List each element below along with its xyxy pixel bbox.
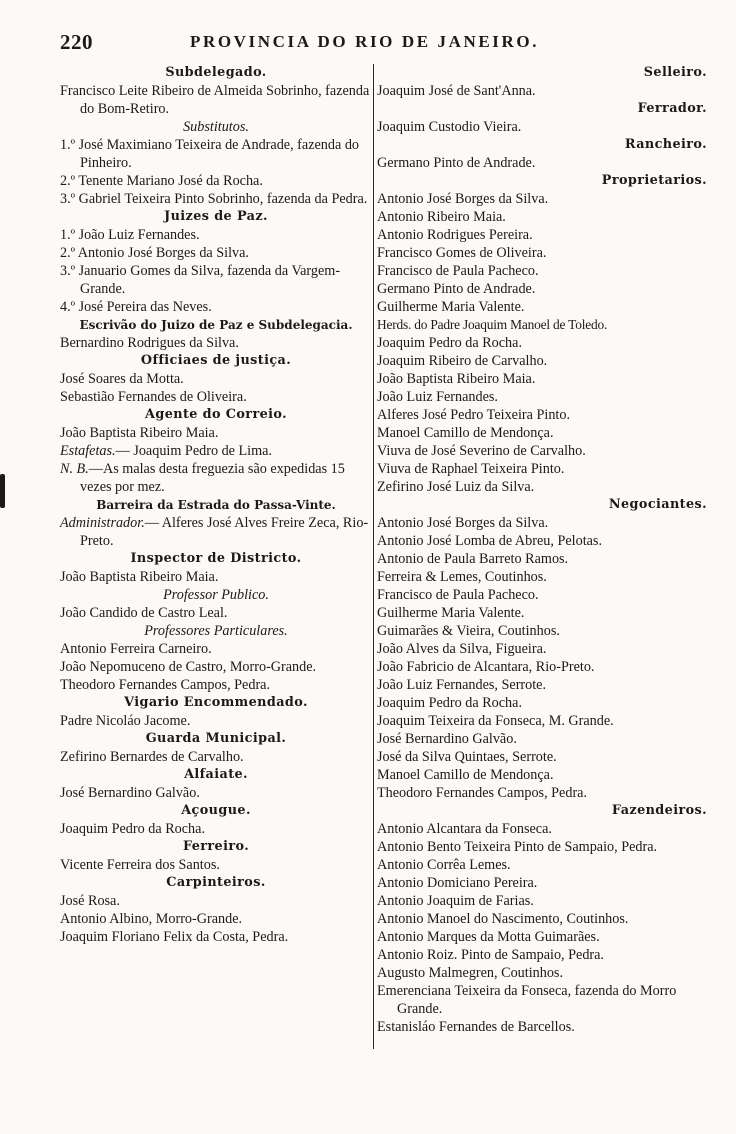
section-heading: Juizes de Paz. — [164, 209, 268, 224]
list-item: Augusto Malmegren, Coutinhos. — [377, 965, 564, 981]
section-heading: Guarda Municipal. — [145, 731, 287, 746]
right-column — [377, 64, 711, 1036]
list-item: 1.º João Luiz Fernandes. — [60, 227, 200, 243]
list-item: João Baptista Ribeiro Maia. — [60, 569, 219, 585]
page-header — [40, 30, 700, 56]
list-item: Joaquim Ribeiro de Carvalho. — [377, 353, 548, 369]
section-heading: Inspector de Districto. — [130, 551, 302, 566]
section-heading: Alfaiate. — [184, 767, 248, 782]
list-item: João Baptista Ribeiro Maia. — [60, 425, 219, 441]
list-item: Antonio Alcantara da Fonseca. — [377, 821, 552, 837]
margin-mark — [0, 474, 5, 508]
list-item: Guilherme Maria Valente. — [377, 605, 525, 621]
list-item: 3.º Gabriel Teixeira Pinto Sobrinho, fazenda da Pedra. — [60, 191, 368, 207]
list-item: 4.º José Pereira das Neves. — [60, 299, 212, 315]
list-item: João Nepomuceno de Castro, Morro-Grande. — [60, 659, 317, 675]
list-item: Vicente Ferreira dos Santos. — [60, 857, 220, 873]
list-item: 2.º Tenente Mariano José da Rocha. — [60, 173, 263, 189]
list-item: Estanisláo Fernandes de Barcellos. — [377, 1019, 575, 1035]
list-item: Manoel Camillo de Mendonça. — [377, 767, 554, 783]
list-item: Antonio Manoel do Nascimento, Coutinhos. — [377, 911, 629, 927]
section-heading: Officiaes de justiça. — [140, 353, 292, 368]
section-heading: Barreira da Estrada do Passa-Vinte. — [96, 498, 336, 512]
list-item: Joaquim José de Sant'Anna. — [377, 83, 536, 99]
list-item: Francisco de Paula Pacheco. — [377, 587, 539, 603]
list-item: Joaquim Pedro da Rocha. — [377, 695, 522, 711]
section-heading: Rancheiro. — [624, 137, 707, 152]
section-heading: Professor Publico. — [163, 587, 269, 603]
section-heading: Proprietarios. — [601, 173, 707, 188]
column-divider — [373, 64, 374, 1049]
list-item: João Luiz Fernandes. — [377, 389, 498, 405]
list-item: Francisco Leite Ribeiro de Almeida Sobrinho, fazenda do Bom-Retiro. — [60, 83, 370, 117]
estafetas-text: — Joaquim Pedro de Lima. — [115, 443, 273, 459]
left-column — [60, 64, 372, 946]
list-item: Joaquim Pedro da Rocha. — [60, 821, 205, 837]
section-heading: Ferreiro. — [182, 839, 250, 854]
list-item: Antonio Albino, Morro-Grande. — [60, 911, 243, 927]
section-heading: Vigario Encommendado. — [124, 695, 308, 710]
section-heading: Escrivão do Juizo de Paz e Subdelegacia. — [79, 318, 353, 332]
list-item: João Alves da Silva, Figueira. — [377, 641, 547, 657]
list-item: João Luiz Fernandes, Serrote. — [377, 677, 547, 693]
section-heading: Fazendeiros. — [611, 803, 707, 818]
list-item: Antonio Roiz. Pinto de Sampaio, Pedra. — [377, 947, 604, 963]
section-heading: Subdelegado. — [165, 65, 267, 80]
list-item: Antonio Ferreira Carneiro. — [60, 641, 212, 657]
list-item: Antonio Domiciano Pereira. — [377, 875, 538, 891]
list-item: Zefirino José Luiz da Silva. — [377, 479, 535, 495]
page-number: 220 — [60, 30, 93, 54]
list-item: Joaquim Custodio Vieira. — [377, 119, 522, 135]
list-item: Francisco Gomes de Oliveira. — [377, 245, 547, 261]
list-item: José Bernardino Galvão. — [60, 785, 200, 801]
list-item: 1.º José Maximiano Teixeira de Andrade, fazenda do Pinheiro. — [60, 137, 360, 171]
running-title: PROVINCIA DO RIO DE JANEIRO. — [190, 32, 540, 51]
list-item: Viuva de José Severino de Carvalho. — [377, 443, 586, 459]
list-item: Emerenciana Teixeira da Fonseca, fazenda do Morro Grande. — [377, 983, 677, 1017]
list-item: Germano Pinto de Andrade. — [377, 155, 536, 171]
list-item: Germano Pinto de Andrade. — [377, 281, 536, 297]
list-item: Padre Nicoláo Jacome. — [60, 713, 191, 729]
administrador-text: — Alferes José Alves Freire Zeca, Rio-Preto. — [80, 515, 369, 549]
list-item: Antonio Corrêa Lemes. — [377, 857, 511, 873]
list-item: Guilherme Maria Valente. — [377, 299, 525, 315]
nb-label: N. B. — [60, 461, 89, 477]
list-item: Antonio Joaquim de Farias. — [377, 893, 534, 909]
list-item: Guimarães & Vieira, Coutinhos. — [377, 623, 560, 639]
section-heading: Açougue. — [181, 803, 251, 818]
list-item: Antonio José Borges da Silva. — [377, 515, 549, 531]
list-item: Francisco de Paula Pacheco. — [377, 263, 539, 279]
administrador-note — [60, 514, 372, 550]
list-item: João Fabricio de Alcantara, Rio-Preto. — [377, 659, 595, 675]
list-item: Joaquim Pedro da Rocha. — [377, 335, 522, 351]
list-item: Zefirino Bernardes de Carvalho. — [60, 749, 244, 765]
list-item: José Bernardino Galvão. — [377, 731, 517, 747]
section-heading: Substitutos. — [183, 119, 249, 135]
list-item: João Baptista Ribeiro Maia. — [377, 371, 536, 387]
section-heading: Carpinteiros. — [166, 875, 266, 890]
estafetas-label: Estafetas. — [60, 443, 116, 459]
estafetas-note — [60, 442, 372, 460]
list-item: Theodoro Fernandes Campos, Pedra. — [60, 677, 271, 693]
list-item: Antonio de Paula Barreto Ramos. — [377, 551, 569, 567]
list-item: Manoel Camillo de Mendonça. — [377, 425, 554, 441]
nb-text: —As malas desta freguezia são expedidas 15 vezes por mez. — [80, 461, 345, 495]
list-item: João Candido de Castro Leal. — [60, 605, 228, 621]
list-item: Herds. do Padre Joaquim Manoel de Toledo. — [377, 317, 608, 332]
list-item: Bernardino Rodrigues da Silva. — [60, 335, 239, 351]
list-item: 3.º Januario Gomes da Silva, fazenda da Vargem-Grande. — [60, 263, 341, 297]
list-item: José Soares da Motta. — [60, 371, 184, 387]
list-item: José da Silva Quintaes, Serrote. — [377, 749, 557, 765]
list-item: Antonio Bento Teixeira Pinto de Sampaio, Pedra. — [377, 839, 658, 855]
administrador-label: Administrador. — [60, 515, 145, 531]
list-item: Antonio Ribeiro Maia. — [377, 209, 506, 225]
nb-note — [60, 460, 372, 496]
list-item: Alferes José Pedro Teixeira Pinto. — [377, 407, 570, 423]
list-item: Antonio Rodrigues Pereira. — [377, 227, 533, 243]
section-heading: Negociantes. — [608, 497, 707, 512]
section-heading: Ferrador. — [637, 101, 707, 116]
list-item: Ferreira & Lemes, Coutinhos. — [377, 569, 547, 585]
list-item: Antonio Marques da Motta Guimarães. — [377, 929, 600, 945]
section-heading: Professores Particulares. — [144, 623, 288, 639]
list-item: Theodoro Fernandes Campos, Pedra. — [377, 785, 588, 801]
list-item: José Rosa. — [60, 893, 120, 909]
section-heading: Selleiro. — [643, 65, 707, 80]
section-heading: Agente do Correio. — [145, 407, 287, 422]
list-item: Joaquim Floriano Felix da Costa, Pedra. — [60, 929, 289, 945]
list-item: Joaquim Teixeira da Fonseca, M. Grande. — [377, 713, 614, 729]
list-item: Sebastião Fernandes de Oliveira. — [60, 389, 247, 405]
list-item: Viuva de Raphael Teixeira Pinto. — [377, 461, 565, 477]
list-item: 2.º Antonio José Borges da Silva. — [60, 245, 249, 261]
list-item: Antonio José Borges da Silva. — [377, 191, 549, 207]
list-item: Antonio José Lomba de Abreu, Pelotas. — [377, 533, 602, 549]
